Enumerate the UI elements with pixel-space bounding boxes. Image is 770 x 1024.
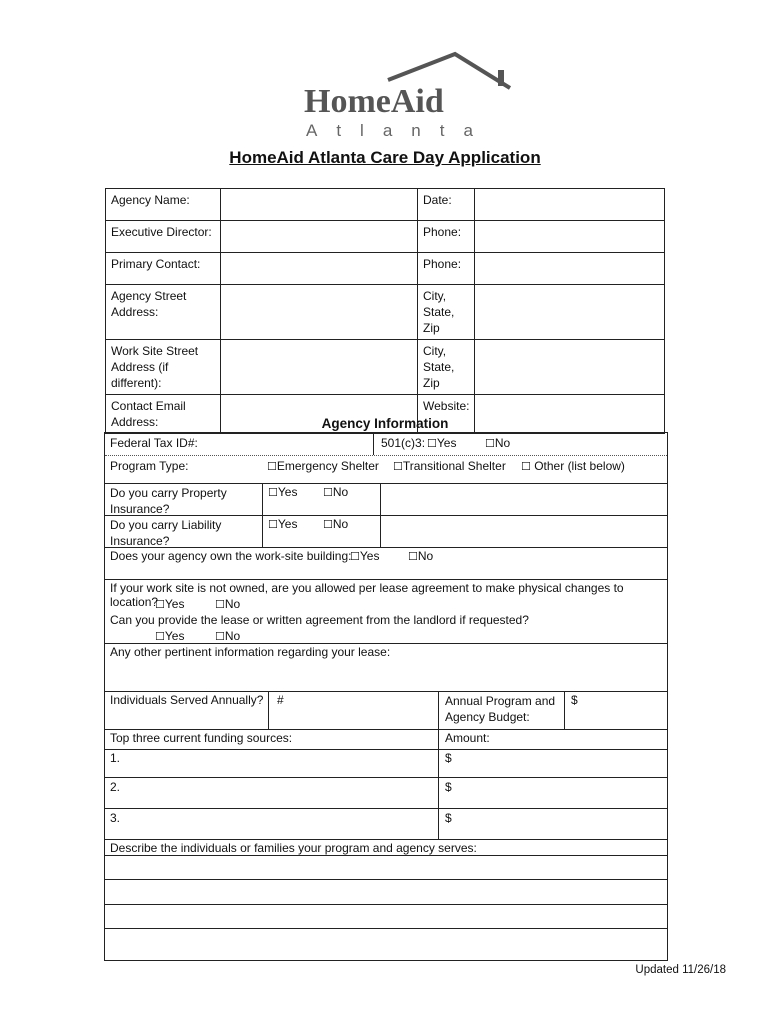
checkbox-icon: ☐ <box>323 518 333 531</box>
program-type-label: Program Type: <box>110 459 189 473</box>
c3-yes-option[interactable]: ☐Yes <box>427 436 457 450</box>
primary-contact-field[interactable] <box>221 253 418 285</box>
phone-label-2: Phone: <box>418 253 475 285</box>
website-label: Website: <box>418 395 475 434</box>
checkbox-icon: ☐ <box>427 437 437 450</box>
lease-question-2: Can you provide the lease or written agreement from the landlord if requested? <box>110 613 529 627</box>
describe-line-3[interactable] <box>105 905 667 927</box>
individuals-served-field[interactable]: # <box>277 693 284 707</box>
checkbox-icon: ☐ <box>521 460 531 473</box>
amount-label: Amount: <box>445 731 490 745</box>
agency-street-label: Agency Street Address: <box>106 285 221 340</box>
work-site-label: Work Site Street Address (if different): <box>106 340 221 395</box>
checkbox-icon: ☐ <box>215 630 225 643</box>
funding-source-1[interactable]: 1. <box>110 751 121 765</box>
phone-label: Phone: <box>418 221 475 253</box>
c3-no-option[interactable]: ☐No <box>485 436 511 450</box>
funding-amount-1[interactable]: $ <box>445 751 452 765</box>
checkbox-icon: ☐ <box>268 518 278 531</box>
own-building-label: Does your agency own the work-site building: <box>110 549 352 563</box>
logo-city-text: Atlanta <box>306 121 492 140</box>
updated-date: Updated 11/26/18 <box>635 964 726 976</box>
agency-street-field[interactable] <box>221 285 418 340</box>
city-state-zip-field-2[interactable] <box>475 340 665 395</box>
property-no-option[interactable]: ☐No <box>323 485 349 499</box>
liability-insurance-label: Do you carry Liability Insurance? <box>110 518 222 548</box>
agency-contact-table <box>105 188 665 434</box>
page-title: HomeAid Atlanta Care Day Application <box>229 148 541 167</box>
lease1-no-option[interactable]: ☐No <box>215 597 241 611</box>
lease2-yes-option[interactable]: ☐Yes <box>155 629 185 643</box>
city-state-zip-label-2: City, State, Zip <box>418 340 475 395</box>
describe-line-2[interactable] <box>105 880 667 903</box>
city-state-zip-field[interactable] <box>475 285 665 340</box>
describe-line-1[interactable] <box>105 856 667 878</box>
federal-tax-label: Federal Tax ID#: <box>110 436 198 450</box>
phone-field[interactable] <box>475 221 665 253</box>
agency-information-heading: Agency Information <box>321 416 449 431</box>
work-site-field[interactable] <box>221 340 418 395</box>
lease-question-1: If your work site is not owned, are you allowed per lease agreement to make physical changes to location? <box>110 581 624 609</box>
checkbox-icon: ☐ <box>268 486 278 499</box>
checkbox-icon: ☐ <box>408 550 418 563</box>
liability-yes-option[interactable]: ☐Yes <box>268 517 298 531</box>
lease1-yes-option[interactable]: ☐Yes <box>155 597 185 611</box>
budget-field[interactable]: $ <box>571 693 578 707</box>
lease-other-label: Any other pertinent information regarding your lease: <box>110 645 391 659</box>
primary-contact-label: Primary Contact: <box>106 253 221 285</box>
funding-amount-2[interactable]: $ <box>445 780 452 794</box>
describe-label: Describe the individuals or families your program and agency serves: <box>110 841 477 855</box>
checkbox-icon: ☐ <box>155 598 165 611</box>
checkbox-icon: ☐ <box>485 437 495 450</box>
checkbox-icon: ☐ <box>323 486 333 499</box>
own-no-option[interactable]: ☐No <box>408 549 434 563</box>
agency-name-field[interactable] <box>221 189 418 221</box>
transitional-shelter-option[interactable]: ☐Transitional Shelter <box>393 459 506 473</box>
homeaid-atlanta-logo <box>300 48 515 143</box>
liability-no-option[interactable]: ☐No <box>323 517 349 531</box>
phone-field-2[interactable] <box>475 253 665 285</box>
own-yes-option[interactable]: ☐Yes <box>350 549 380 563</box>
city-state-zip-label: City, State, Zip <box>418 285 475 340</box>
property-yes-option[interactable]: ☐Yes <box>268 485 298 499</box>
budget-label: Annual Program and Agency Budget: <box>445 694 556 724</box>
funding-source-3[interactable]: 3. <box>110 811 121 825</box>
funding-sources-label: Top three current funding sources: <box>110 731 293 745</box>
c3-label: 501(c)3: <box>381 436 426 450</box>
other-program-option[interactable]: ☐ Other (list below) <box>521 459 625 473</box>
checkbox-icon: ☐ <box>155 630 165 643</box>
checkbox-icon: ☐ <box>350 550 360 563</box>
checkbox-icon: ☐ <box>267 460 277 473</box>
date-label: Date: <box>418 189 475 221</box>
funding-amount-3[interactable]: $ <box>445 811 452 825</box>
date-field[interactable] <box>475 189 665 221</box>
checkbox-icon: ☐ <box>215 598 225 611</box>
executive-director-field[interactable] <box>221 221 418 253</box>
agency-info-form <box>104 432 668 961</box>
lease2-no-option[interactable]: ☐No <box>215 629 241 643</box>
executive-director-label: Executive Director: <box>106 221 221 253</box>
funding-source-2[interactable]: 2. <box>110 780 121 794</box>
individuals-served-label: Individuals Served Annually? <box>110 693 264 707</box>
agency-name-label: Agency Name: <box>106 189 221 221</box>
property-insurance-label: Do you carry Property Insurance? <box>110 486 227 516</box>
logo-brand-text: HomeAid <box>304 83 444 120</box>
emergency-shelter-option[interactable]: ☐Emergency Shelter <box>267 459 379 473</box>
contact-email-label: Contact Email Address: <box>106 395 221 434</box>
describe-line-4[interactable] <box>105 929 667 959</box>
checkbox-icon: ☐ <box>393 460 403 473</box>
